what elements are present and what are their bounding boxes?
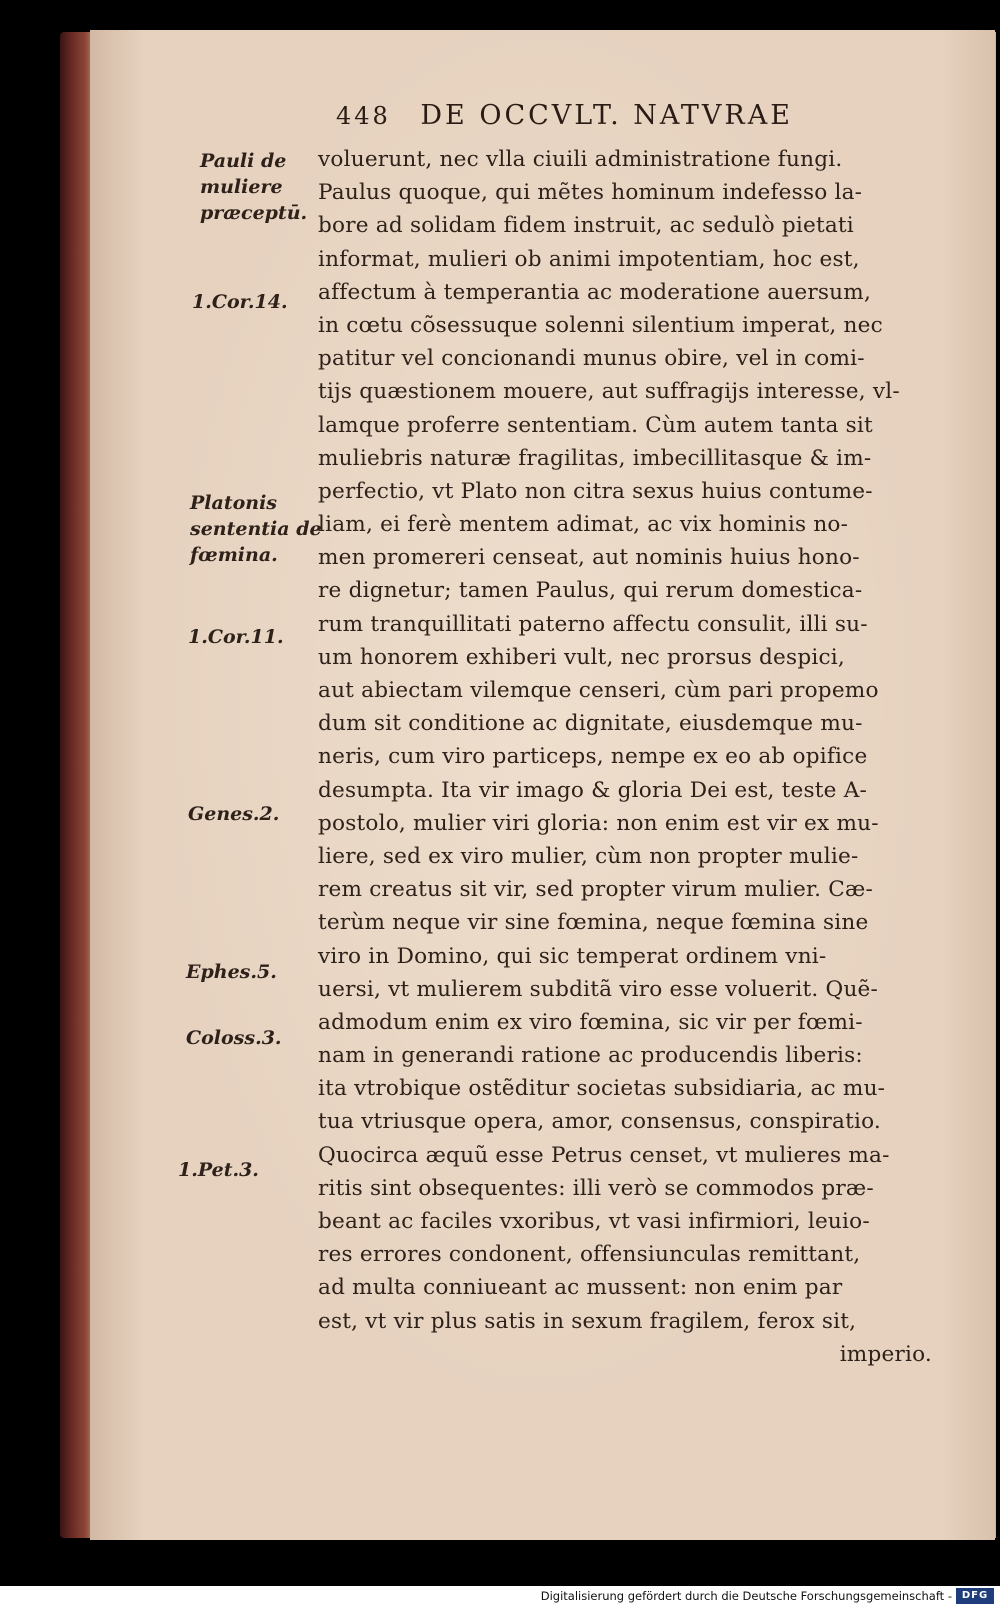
- margin-note-line: 1.Cor.11.: [188, 626, 284, 648]
- text-line: in cœtu cõsessuque solenni silentium imperat, nec: [318, 312, 883, 338]
- text-line: perfectio, vt Plato non citra sexus huius contume-: [318, 478, 873, 504]
- text-line: informat, mulieri ob animi impotentiam, hoc est,: [318, 246, 860, 272]
- text-line: lamque proferre sententiam. Cùm autem tanta sit: [318, 412, 873, 438]
- text-line: beant ac faciles vxoribus, vt vasi infirmiori, leuio-: [318, 1209, 870, 1234]
- text-line: aut abiectam vilemque censeri, cùm pari propemo: [318, 678, 879, 703]
- margin-note-line: Pauli de: [200, 150, 287, 172]
- margin-note: [188, 801, 279, 827]
- text-line: tijs quæstionem mouere, aut suffragijs interesse, vl-: [318, 379, 900, 405]
- text-line: est, vt vir plus satis in sexum fragilem, ferox sit,: [318, 1308, 857, 1334]
- margin-note-line: Platonis: [190, 492, 277, 514]
- text-line: nam in generandi ratione ac producendis liberis:: [318, 1043, 863, 1069]
- text-line: postolo, mulier viri gloria: non enim est vir ex mu-: [318, 810, 879, 836]
- text-line: bore ad solidam fidem instruit, ac sedulò pietati: [318, 213, 854, 239]
- text-line: liere, sed ex viro mulier, cùm non propter mulie-: [318, 843, 859, 869]
- margin-note-line: Coloss.3.: [186, 1027, 282, 1049]
- text-line: men promereri censeat, aut nominis huius hono-: [318, 545, 860, 571]
- text-line: rum tranquillitati paterno affectu consulit, illi su-: [318, 611, 868, 637]
- margin-note: [186, 1025, 282, 1051]
- text-line: tua vtriusque opera, amor, consensus, conspiratio.: [318, 1109, 881, 1135]
- text-line: dum sit conditione ac dignitate, eiusdemque mu-: [318, 711, 863, 737]
- margin-note-line: 1.Pet.3.: [178, 1159, 259, 1181]
- text-line: ad multa conniueant ac mussent: non enim par: [318, 1275, 843, 1301]
- margin-note-line: præceptū.: [200, 202, 308, 224]
- text-line: Paulus quoque, qui mẽtes hominum indefesso la-: [318, 180, 863, 206]
- text-line: affectum à temperantia ac moderatione auersum,: [318, 279, 872, 305]
- margin-note: [192, 289, 288, 315]
- margin-note-line: muliere: [200, 176, 283, 198]
- text-line: admodum enim ex viro fœmina, sic vir per fœmi-: [318, 1009, 863, 1035]
- margin-note: [186, 959, 277, 985]
- margin-note: [190, 490, 322, 568]
- margin-note-line: fœmina.: [190, 544, 278, 566]
- text-line: viro in Domino, qui sic temperat ordinem vni-: [318, 943, 827, 969]
- book-spine-edge: [60, 32, 94, 1538]
- dfg-logo: DFG: [956, 1588, 994, 1604]
- footer-bar: [0, 1586, 1000, 1607]
- text-line: patitur vel concionandi munus obire, vel in comi-: [318, 346, 865, 372]
- text-line: voluerunt, nec vlla ciuili administratione fungi.: [318, 147, 843, 172]
- text-line: imperio.: [839, 1341, 932, 1367]
- margin-note: [200, 148, 307, 226]
- text-line: ritis sint obsequentes: illi verò se commodos præ-: [318, 1175, 874, 1201]
- text-line: Quocirca æquũ esse Petrus censet, vt mulieres ma-: [318, 1142, 890, 1168]
- text-line: neris, cum viro particeps, nempe ex eo ab opifice: [318, 744, 868, 770]
- text-line: rem creatus sit vir, sed propter virum mulier. Cæ-: [318, 877, 873, 903]
- text-line: muliebris naturæ fragilitas, imbecillitasque & im-: [318, 445, 872, 471]
- margin-note-line: Ephes.5.: [186, 961, 277, 983]
- margin-note-line: 1.Cor.14.: [192, 291, 288, 313]
- margin-note-line: Genes.2.: [188, 803, 280, 825]
- margin-note: [178, 1157, 259, 1183]
- text-line: desumpta. Ita vir imago & gloria Dei est, teste A-: [318, 777, 868, 803]
- running-title: DE OCCVLT. NATVRAE: [420, 100, 793, 131]
- text-line: res errores condonent, offensiunculas remittant,: [318, 1242, 861, 1268]
- text-line: um honorem exhiberi vult, nec prorsus despici,: [318, 644, 845, 670]
- text-line: uersi, vt mulierem subditã viro esse voluerit. Quẽ-: [318, 976, 879, 1002]
- text-line: ita vtrobique ostẽditur societas subsidiaria, ac mu-: [318, 1076, 886, 1102]
- text-line: terùm neque vir sine fœmina, neque fœmina sine: [318, 910, 869, 936]
- funding-credit: Digitalisierung gefördert durch die Deutsche Forschungsgemeinschaft -: [540, 1589, 952, 1603]
- page-number: 448: [336, 102, 391, 130]
- margin-note-line: sententia de: [190, 518, 322, 540]
- margin-note: [188, 624, 284, 650]
- text-line: liam, ei ferè mentem adimat, ac vix hominis no-: [318, 512, 849, 538]
- running-head: [336, 100, 896, 140]
- text-line: re dignetur; tamen Paulus, qui rerum domestica-: [318, 578, 863, 604]
- main-text-block: [318, 143, 968, 1371]
